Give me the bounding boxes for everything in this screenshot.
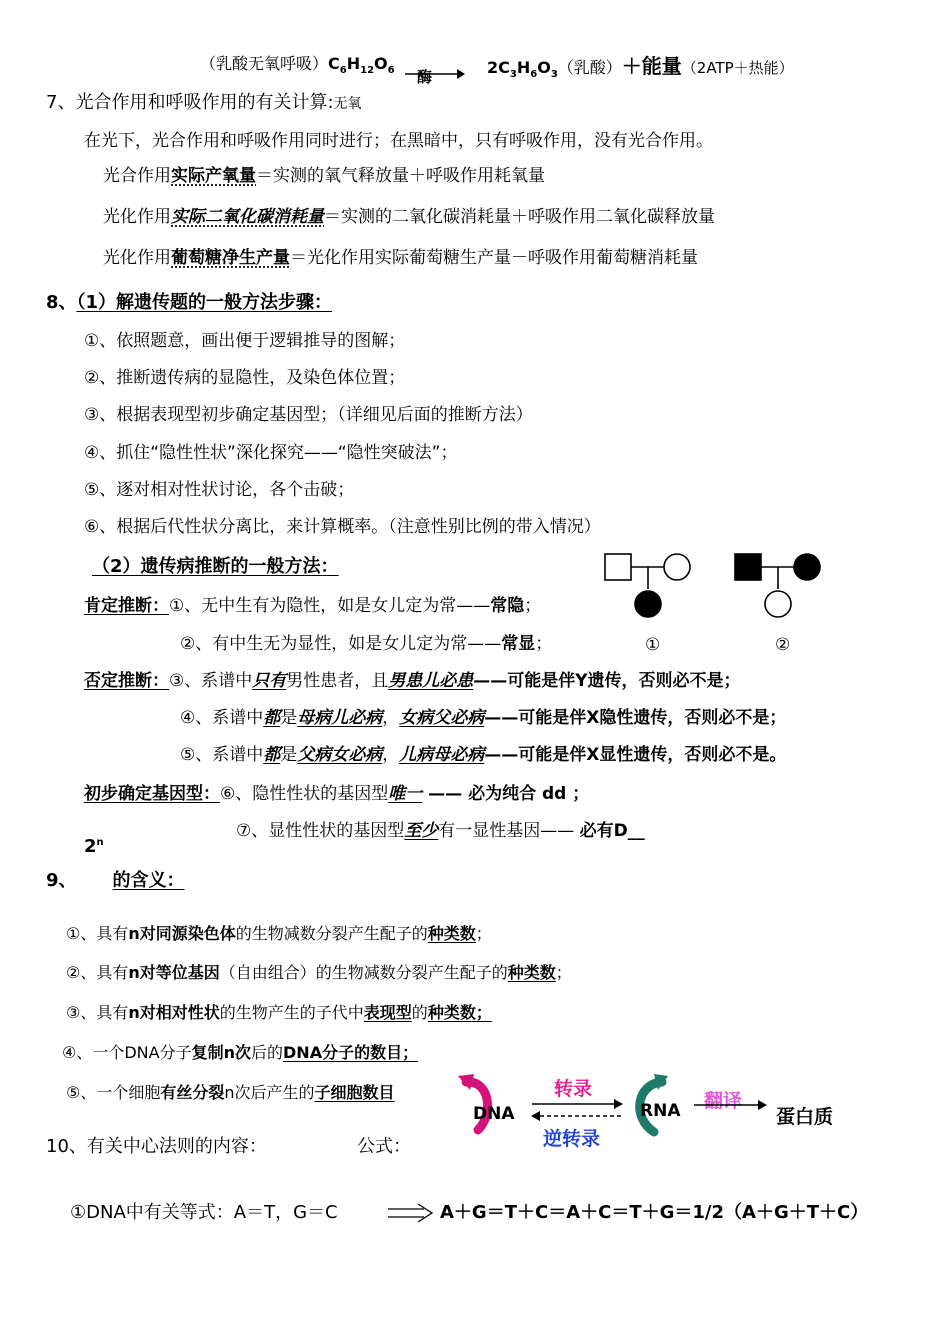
meaning-2: ②、具有n对等位基因（自由组合）的生物减数分裂产生配子的种类数；: [66, 963, 572, 982]
step-1: ①、依照题意，画出便于逻辑推导的图解；: [84, 331, 406, 351]
formula-glucose: 光化作用葡萄糖净生产量＝光化作用实际葡萄糖生产量－呼吸作用葡萄糖消耗量: [103, 248, 698, 268]
implies-arrow: [386, 1203, 434, 1223]
pedigree-recessive: [603, 551, 695, 621]
lactic-product: $2C_3H_6O_3$（乳酸）＋能量（2ATP＋热能）: [487, 54, 794, 81]
enzyme-arrow: [403, 68, 465, 80]
dogma-reverse-transcription: 逆转录: [543, 1128, 601, 1150]
subsection-2-title: （2）遗传病推断的一般方法：: [92, 556, 339, 577]
positive-rule-2: ②、有中生无为显性，如是女儿定为常——常显；: [180, 634, 553, 654]
genotype-rule-7: ⑦、显性性状的基因型至少有一显性基因—— 必有D__: [236, 821, 645, 841]
dogma-rna: RNA: [640, 1101, 681, 1121]
dogma-transcription: 转录: [554, 1078, 593, 1100]
dna-equation-right: A＋G＝T＋C＝A＋C＝T＋G＝1/2（A＋G＋T＋C）: [440, 1202, 869, 1223]
negative-rule-3: 否定推断：③、系谱中只有男性患者，且男患儿必患——可能是伴Y遗传，否则必不是；: [84, 671, 741, 691]
dogma-translation: 翻译: [704, 1090, 743, 1112]
section-7-title: 7、光合作用和呼吸作用的有关计算:无氧: [46, 92, 362, 113]
formula-co2: 光化作用实际二氧化碳消耗量＝实测的二氧化碳消耗量＋呼吸作用二氧化碳释放量: [103, 207, 715, 227]
negative-rule-5: ⑤、系谱中都是父病女必病，儿病母必病——可能是伴X显性遗传，否则必不是。: [180, 745, 787, 765]
section-9-title: 9、 的含义：: [46, 870, 185, 891]
dogma-protein: 蛋白质: [776, 1106, 834, 1128]
negative-rule-4: ④、系谱中都是母病儿必病，女病父必病——可能是伴X隐性遗传，否则必不是；: [180, 708, 787, 728]
genotype-rule-6: 初步确定基因型：⑥、隐性性状的基因型唯一 —— 必为纯合 dd ；: [84, 784, 590, 804]
lactic-acid-formula: $2C_3H_6O_3$: [487, 58, 558, 81]
meaning-1: ①、具有n对同源染色体的生物减数分裂产生配子的种类数；: [66, 924, 492, 943]
lactic-equation: [200, 56, 395, 76]
lactic-prefix: （乳酸无氧呼吸）: [200, 54, 329, 73]
step-2: ②、推断遗传病的显隐性，及染色体位置；: [84, 368, 406, 388]
dogma-dna: DNA: [473, 1104, 515, 1124]
step-3: ③、根据表现型初步确定基因型；（详细见后面的推断方法）: [84, 405, 533, 425]
step-4: ④、抓住“隐性性状”深化探究——“隐性突破法”；: [84, 443, 458, 463]
meaning-5: ⑤、一个细胞有丝分裂n次后产生的子细胞数目: [66, 1083, 395, 1102]
formula-oxygen: 光合作用实际产氧量＝实测的氧气释放量＋呼吸作用耗氧量: [103, 166, 545, 186]
pedigree-label-1: ①: [645, 635, 661, 655]
translation-arrow: [692, 1099, 768, 1111]
formula-label: 公式：: [357, 1136, 411, 1157]
positive-rule-1: 肯定推断：①、无中生有为隐性，如是女儿定为常——常隐；: [84, 596, 542, 616]
dna-equation-left: ①DNA中有关等式：A＝T，G＝C: [70, 1202, 338, 1223]
section-10-title: 10、有关中心法则的内容：: [46, 1136, 267, 1157]
meaning-3: ③、具有n对相对性状的生物产生的子代中表现型的种类数；: [66, 1003, 492, 1022]
pedigree-label-2: ②: [775, 635, 791, 655]
step-6: ⑥、根据后代性状分离比，来计算概率。（注意性别比例的带入情况）: [84, 517, 601, 537]
section-8-title: 8、（1）解遗传题的一般方法步骤：: [46, 292, 333, 313]
step-5: ⑤、逐对相对性状讨论，各个击破；: [84, 480, 355, 500]
pedigree-dominant: [733, 551, 825, 621]
meaning-4: ④、一个DNA分子复制n次后的DNA分子的数目；: [62, 1043, 419, 1062]
glucose-formula: $C_6H_{12}O_6$: [328, 54, 395, 77]
section-7-intro: 在光下，光合作用和呼吸作用同时进行；在黑暗中，只有呼吸作用，没有光合作用。: [84, 131, 713, 151]
power-expression: 2$^n$: [84, 836, 104, 857]
transcription-arrow: [530, 1099, 624, 1123]
enzyme-label: 酶: [417, 68, 433, 86]
